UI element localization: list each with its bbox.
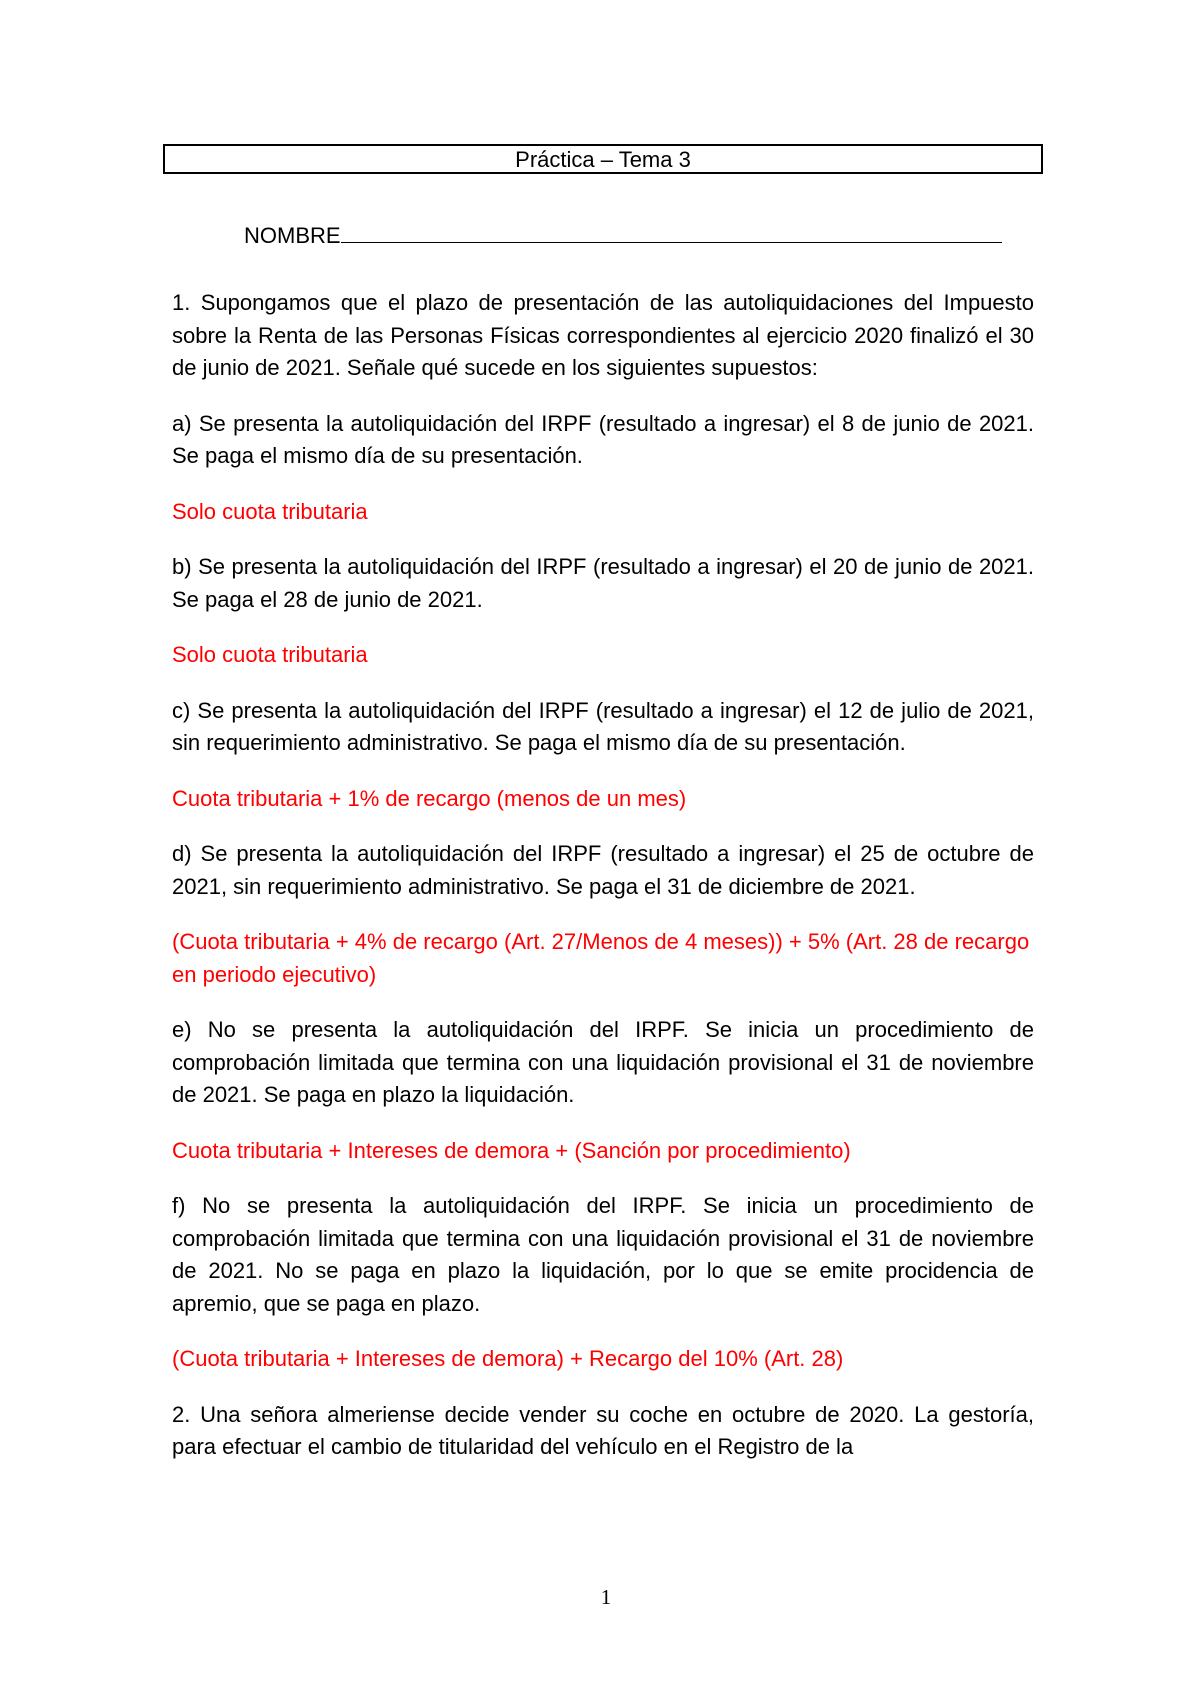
question-paragraph: b) Se presenta la autoliquidación del IRPF (resultado a ingresar) el 20 de junio de 2021. Se paga el 28 de junio de 2021. xyxy=(172,554,1034,612)
answer-paragraph: Cuota tributaria + 1% de recargo (menos de un mes) xyxy=(172,785,687,811)
answer-paragraph: Solo cuota tributaria xyxy=(172,642,368,667)
question-paragraph: e) No se presenta la autoliquidación del IRPF. Se inicia un procedimiento de comprobación limitada que termina con una liquidación provisional el 31 de noviembre de 2021. Se paga en plazo la liquidación. xyxy=(172,1017,1034,1107)
page-number: 1 xyxy=(600,1585,612,1609)
question-paragraph: c) Se presenta la autoliquidación del IRPF (resultado a ingresar) el 12 de julio de 2021, sin requerimiento administrativo. Se paga el mismo día de su presentación. xyxy=(172,697,1034,755)
question-paragraph: 2. Una señora almeriense decide vender su coche en octubre de 2020. La gestoría, para efectuar el cambio de titularidad del vehículo en el Registro de la xyxy=(172,1401,1034,1459)
name-underline xyxy=(341,222,1002,243)
question-paragraph: f) No se presenta la autoliquidación del IRPF. Se inicia un procedimiento de comprobación limitada que termina con una liquidación provisional el 31 de noviembre de 2021. No se paga en plazo la liquidación, por lo que se emite procidencia de apremio, que se paga en plazo. xyxy=(172,1193,1034,1316)
name-field xyxy=(244,222,1002,249)
question-paragraph: 1. Supongamos que el plazo de presentación de las autoliquidaciones del Impuesto sobre la Renta de las Personas Físicas correspondientes al ejercicio 2020 finalizó el 30 de junio de 2021. Señale qué sucede en los siguientes supuestos: xyxy=(172,290,1034,380)
question-paragraph: d) Se presenta la autoliquidación del IRPF (resultado a ingresar) el 25 de octubre de 2021, sin requerimiento administrativo. Se paga el 31 de diciembre de 2021. xyxy=(172,841,1034,899)
page-title: Práctica – Tema 3 xyxy=(163,144,1043,174)
answer-paragraph: (Cuota tributaria + 4% de recargo (Art. 27/Menos de 4 meses)) + 5% (Art. 28 de recargo en periodo ejecutivo) xyxy=(172,929,1030,987)
answer-paragraph: (Cuota tributaria + Intereses de demora) + Recargo del 10% (Art. 28) xyxy=(172,1346,844,1371)
answer-paragraph: Cuota tributaria + Intereses de demora + (Sanción por procedimiento) xyxy=(172,1137,851,1163)
answer-paragraph: Solo cuota tributaria xyxy=(172,498,368,524)
question-paragraph: a) Se presenta la autoliquidación del IRPF (resultado a ingresar) el 8 de junio de 2021. Se paga el mismo día de su presentación. xyxy=(172,410,1034,468)
name-label: NOMBRE xyxy=(244,223,341,248)
document-body xyxy=(172,287,1034,1487)
